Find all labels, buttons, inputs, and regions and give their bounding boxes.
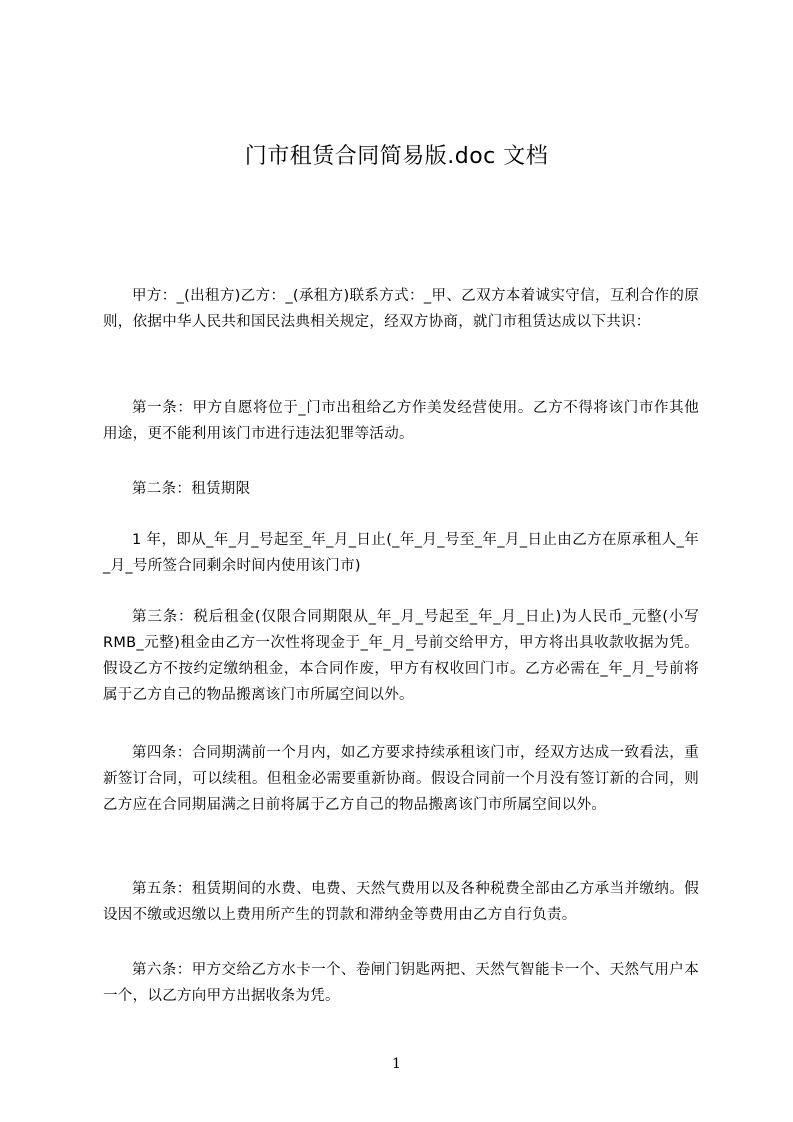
paragraph-article-5: 第五条：租赁期间的水费、电费、天然气费用以及各种税费全部由乙方承当并缴纳。假设因不缴或迟缴以上费用所产生的罚款和滞纳金等费用由乙方自行负责。 [103, 881, 699, 923]
paragraph-article-4: 第四条：合同期满前一个月内，如乙方要求持续承租该门市，经双方达成一致看法，重新签订合同，可以续租。但租金必需要重新协商。假设合同前一个月没有签订新的合同，则乙方应在合同期届满之日前将属于乙方自己的物品搬离该门市所属空间以外。 [103, 745, 699, 813]
page-number: 1 [392, 1056, 401, 1072]
paragraph-article-2-heading: 第二条：租赁期限 [132, 481, 251, 497]
paragraph-lease-term: 1 年，即从_年_月_号起至_年_月_日止(_年_月_号至_年_月_日止由乙方在原承租人_年_月_号所签合同剩余时间内使用该门市) [103, 532, 699, 574]
paragraph-parties: 甲方：_(出租方)乙方：_(承租方)联系方式：_甲、乙双方本着诚实守信，互利合作的原则，依据中华人民共和国民法典相关规定，经双方协商，就门市租赁达成以下共识： [103, 288, 699, 330]
paragraph-article-6: 第六条：甲方交给乙方水卡一个、卷闸门钥匙两把、天然气智能卡一个、天然气用户本一个，以乙方向甲方出据收条为凭。 [103, 962, 699, 1004]
paragraph-article-3: 第三条：税后租金(仅限合同期限从_年_月_号起至_年_月_日止)为人民币_元整(小写 RMB_元整)租金由乙方一次性将现金于_年_月_号前交给甲方，甲方将出具收款收据为凭。假设乙方不按约定缴纳租金，本合同作废，甲方有权收回门市。乙方必需在_年_月_号前将属于乙方自己的物品搬离该门市所属空间以外。 [103, 609, 699, 703]
document-title: 门市租赁合同简易版.doc 文档 [244, 144, 549, 169]
paragraph-article-1: 第一条：甲方自愿将位于_门市出租给乙方作美发经营使用。乙方不得将该门市作其他用途，更不能利用该门市进行违法犯罪等活动。 [103, 400, 699, 442]
